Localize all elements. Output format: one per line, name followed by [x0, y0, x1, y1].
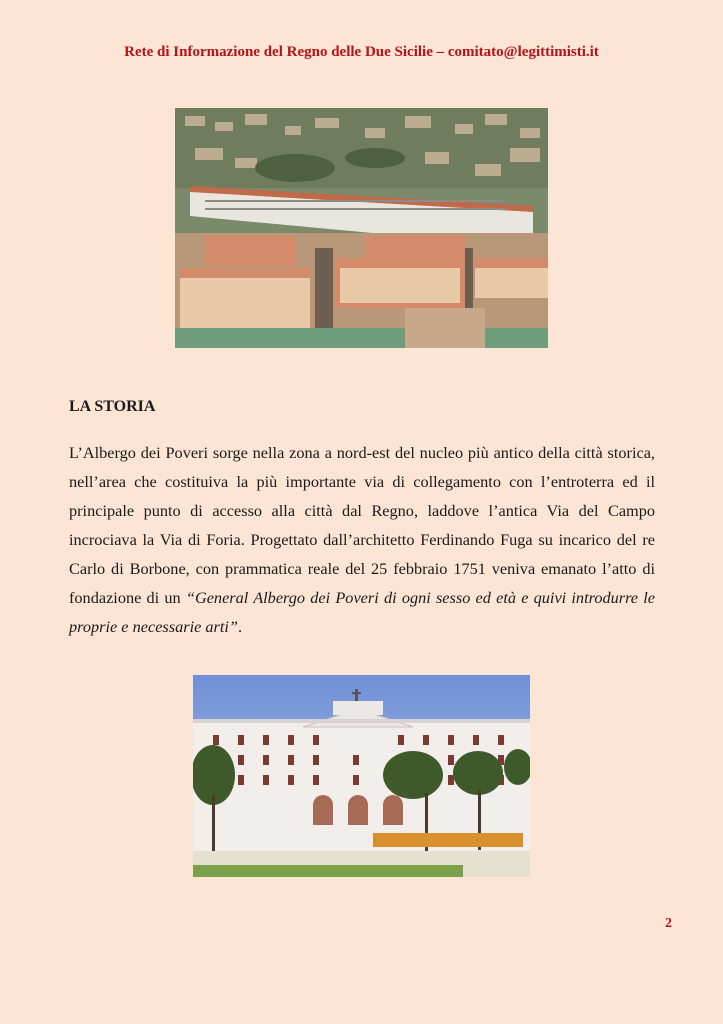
- body-quote: “General Albergo dei Poveri di ogni sesso ed età e quivi introdurre le proprie e necessarie arti”: [69, 588, 655, 636]
- body-ending: .: [237, 617, 243, 636]
- aerial-photo-graphic: [175, 108, 548, 348]
- body-text: L’Albergo dei Poveri sorge nella zona a nord-est del nucleo più antico della città storica, nell’area che costituiva la più importante via di collegamento con l’entroterra ed il principale punto di accesso alla città dal Regno, laddove l’antica Via del Campo incrociava la Via di Foria. Progettato dall’architetto Ferdinando Fuga su incarico del re Carlo di Borbone, con prammatica reale del 25 febbraio 1751 veniva emanato l’atto di fondazione di un: [69, 443, 655, 607]
- section-title: LA STORIA: [69, 398, 156, 415]
- facade-photo: [193, 675, 530, 877]
- facade-photo-graphic: [193, 675, 530, 877]
- page-number: 2: [665, 916, 672, 931]
- body-paragraph: [69, 438, 655, 641]
- page-header: Rete di Informazione del Regno delle Due Sicilie – comitato@legittimisti.it: [124, 44, 599, 60]
- aerial-photo: [175, 108, 548, 348]
